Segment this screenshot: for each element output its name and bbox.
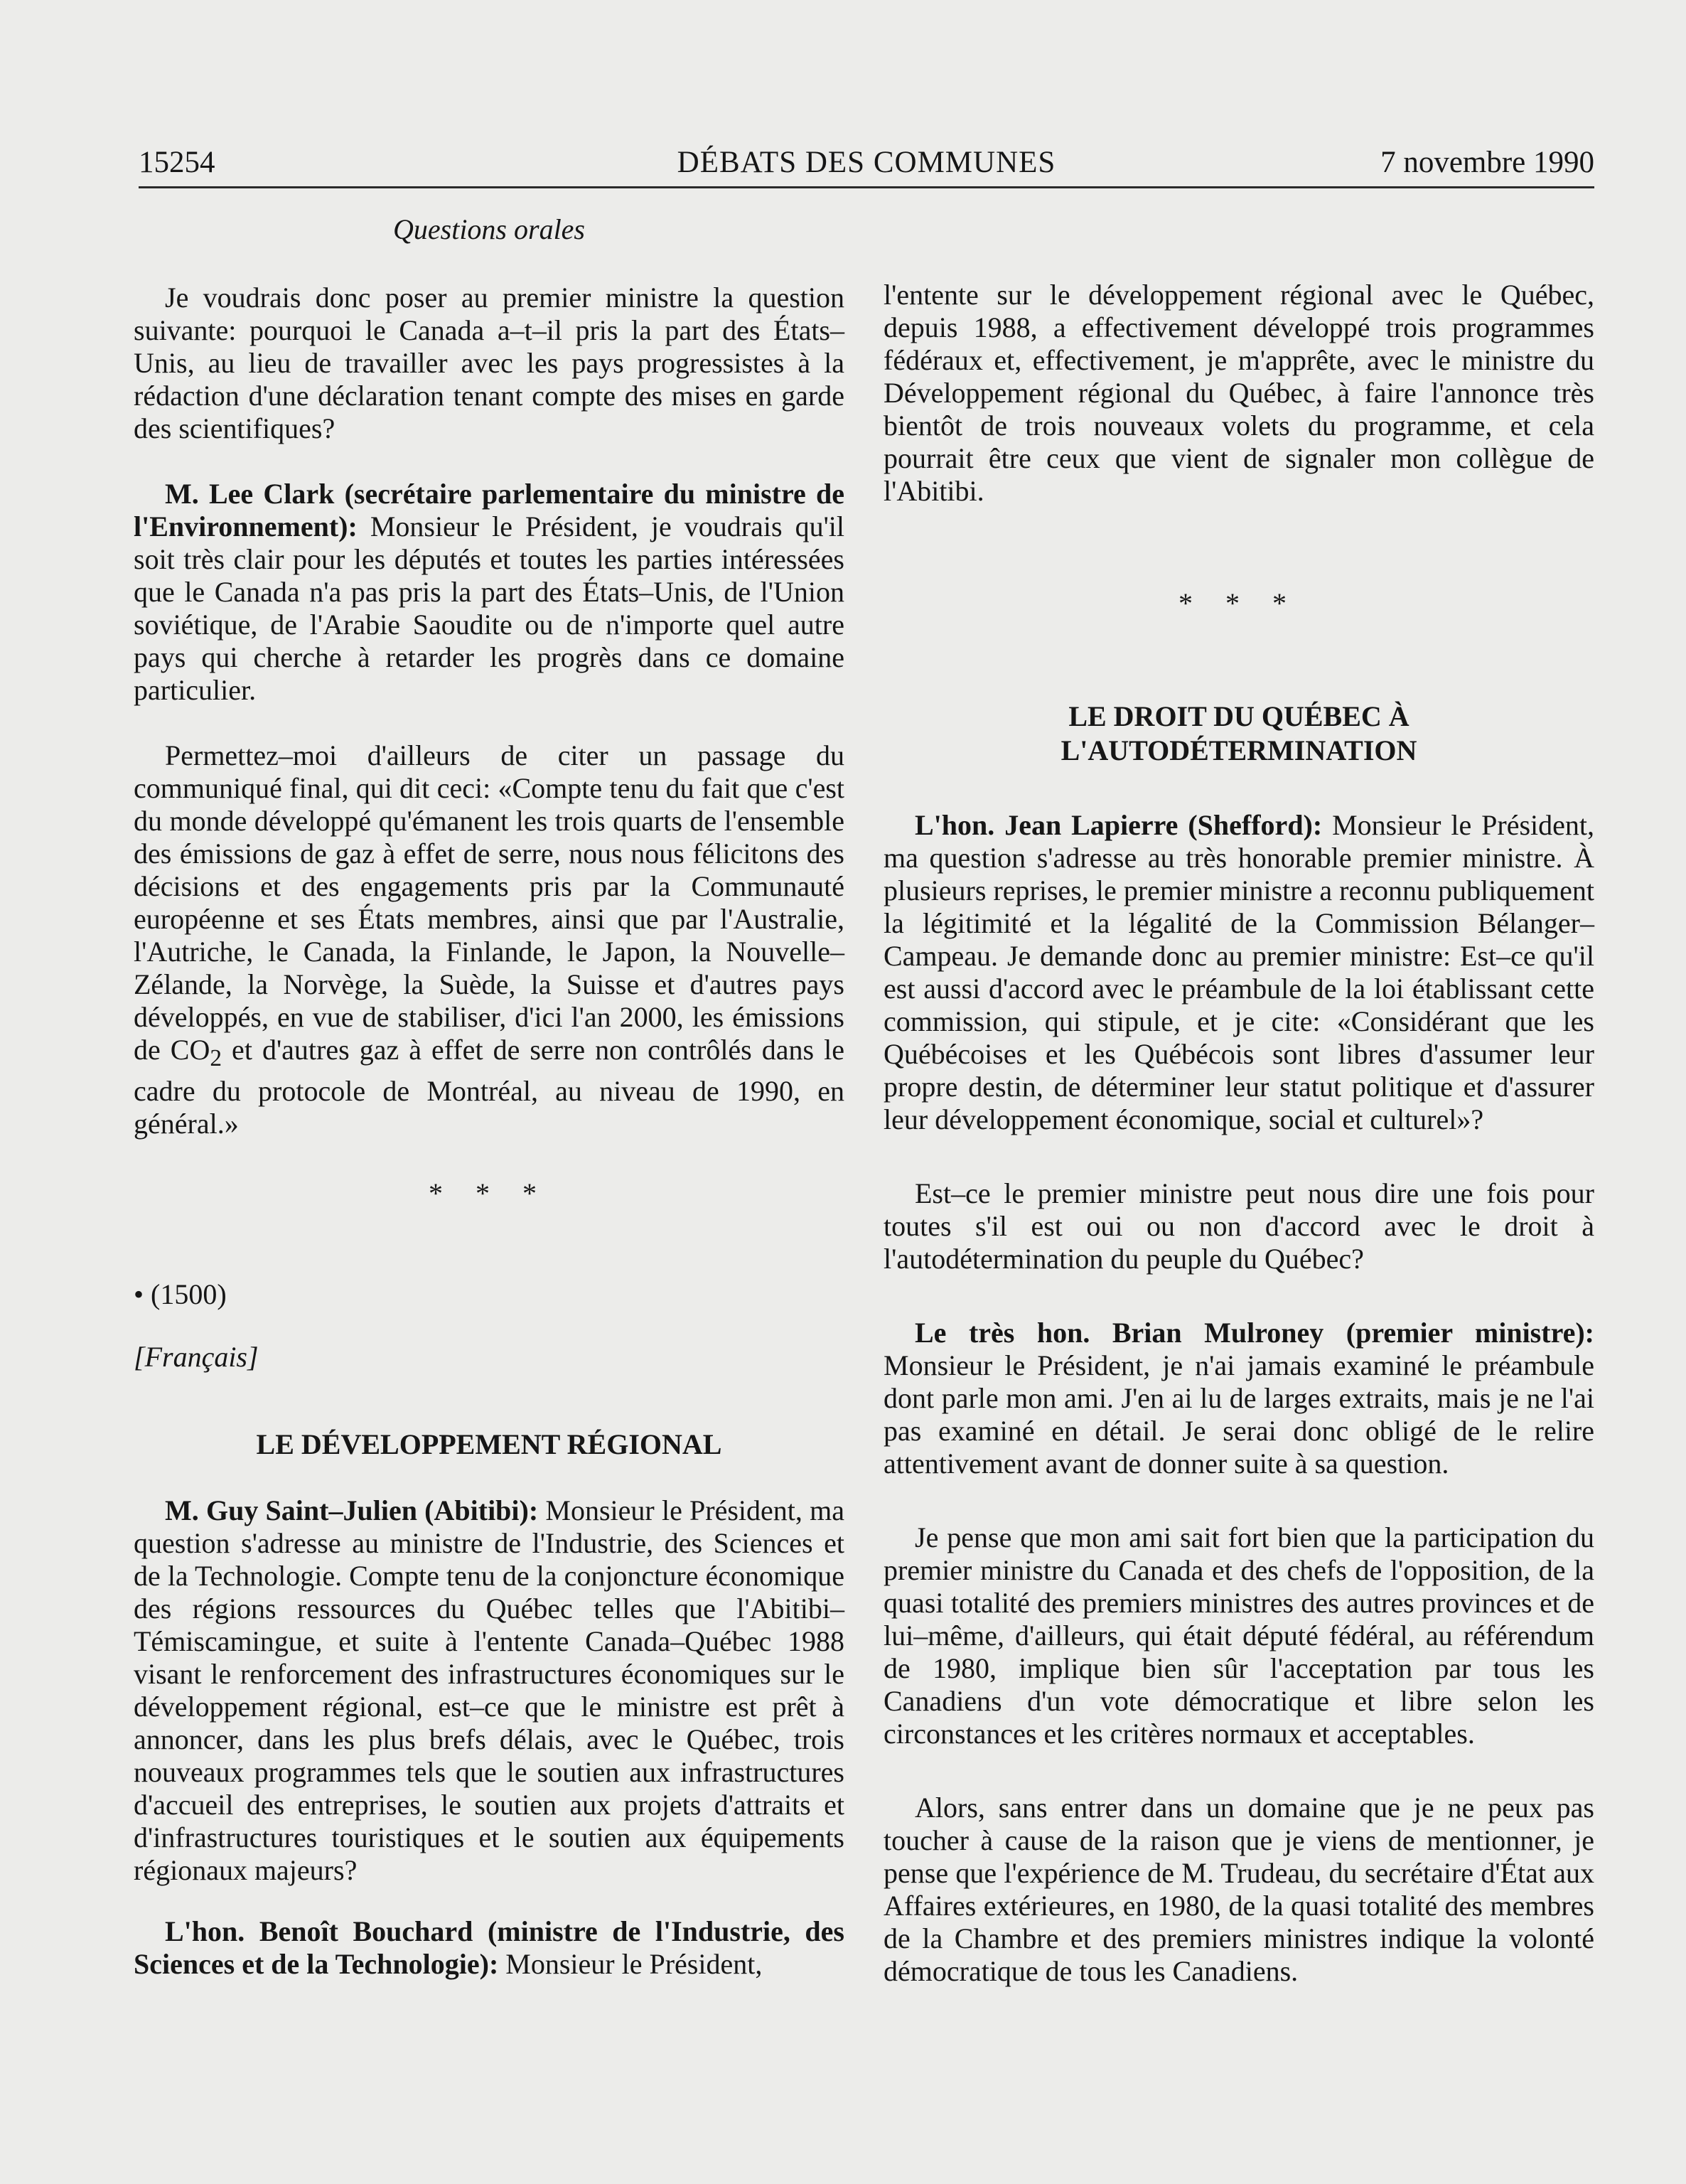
- speaker-name: M. Lee Clark (secrétaire parlementaire du ministre de l'Environnement):: [134, 478, 844, 542]
- left-column: [134, 213, 844, 1981]
- paragraph: Alors, sans entrer dans un domaine que je ne peux pas toucher à cause de la raison que je viens de mentionner, je pense que l'expérience de M. Trudeau, du secrétaire d'État aux Affaires extérieures, en 1980, de la quasi totalité des membres de la Chambre et des premiers ministres indique la volonté démocratique de tous les Canadiens.: [884, 1792, 1594, 1987]
- speaker-name: M. Guy Saint–Julien (Abitibi):: [165, 1494, 539, 1526]
- page-header: [139, 142, 1594, 188]
- paragraph: Est–ce le premier ministre peut nous dire une fois pour toutes s'il est oui ou non d'accord avec le droit à l'autodétermination du peuple du Québec?: [884, 1177, 1594, 1275]
- timestamp: • (1500): [134, 1278, 227, 1310]
- paragraph: [134, 1915, 844, 1981]
- page-number: 15254: [139, 146, 215, 179]
- section-separator: * * *: [429, 1177, 549, 1209]
- speaker-name: L'hon. Jean Lapierre (Shefford):: [915, 809, 1323, 841]
- paragraph: l'entente sur le développement régional avec le Québec, depuis 1988, a effectivement développé trois programmes fédéraux et, effectivement, je m'apprête, avec le ministre du Développement régional du Québec, à faire l'annonce très bientôt de trois nouveaux volets du programme, et cela pourrait être ceux que vient de signaler mon collègue de l'Abitibi.: [884, 279, 1594, 507]
- subscript: 2: [210, 1045, 222, 1071]
- speech-text: Monsieur le Président, ma question s'adresse au très honorable premier ministre. À plusieurs reprises, le premier ministre a reconnu publiquement la légitimité et la légalité de la Commission Bélanger–Campeau. Je demande donc au premier ministre: Est–ce qu'il est aussi d'accord avec le préambule de la loi établissant cette commission, qui stipule, et je cite: «Considérant que les Québécoises et les Québécois sont libres d'assumer leur propre destin, de déterminer leur statut politique et d'assurer leur développement économique, social et culturel»?: [884, 809, 1594, 1135]
- paragraph: [134, 1494, 844, 1887]
- speaker-name: L'hon. Benoît Bouchard (ministre de l'Industrie, des Sciences et de la Technologie):: [134, 1915, 844, 1980]
- speech-text: Monsieur le Président, je n'ai jamais examiné le préambule dont parle mon ami. J'en ai lu de larges extraits, mais je ne l'ai pas examiné en détail. Je serai donc obligé de le relire attentivement avant de donner suite à sa question.: [884, 1349, 1594, 1479]
- speech-text: Monsieur le Président, ma question s'adresse au ministre de l'Industrie, des Sciences et de la Technologie. Compte tenu de la conjoncture économique des régions ressources du Québec telles que l'Abitibi–Témiscamingue, et suite à l'entente Canada–Québec 1988 visant le renforcement des infrastructures économiques sur le développement régional, est–ce que le ministre est prêt à annoncer, dans les plus brefs délais, avec le Québec, trois nouveaux programmes tels que le soutien aux infrastructures d'accueil des entreprises, le soutien aux projets d'attraits et d'infrastructures touristiques et le soutien aux équipements régionaux majeurs?: [134, 1494, 845, 1886]
- running-head: Questions orales: [393, 213, 585, 245]
- speech-text: Monsieur le Président, je voudrais qu'il soit très clair pour les députés et toutes les parties intéressées que le Canada n'a pas pris la part des États–Unis, de l'Union soviétique, de l'Arabie Saoudite ou de n'importe quel autre pays qui cherche à retarder les progrès dans ce domaine particulier.: [134, 510, 844, 706]
- language-marker: [Français]: [134, 1341, 259, 1373]
- section-separator: * * *: [1178, 587, 1299, 619]
- heading-line: L'AUTODÉTERMINATION: [1061, 734, 1417, 766]
- paragraph: Je pense que mon ami sait fort bien que la participation du premier ministre du Canada et des chefs de l'opposition, de la quasi totalité des premiers ministres des autres provinces et de lui–même, d'ailleurs, qui était député fédéral, au référendum de 1980, implique bien sûr l'acceptation par tous les Canadiens d'un vote démocratique et libre selon les circonstances et les critères normaux et acceptables.: [884, 1521, 1594, 1750]
- paragraph: [884, 1317, 1594, 1480]
- quote-text: et d'autres gaz à effet de serre non contrôlés dans le cadre du protocole de Montréal, au niveau de 1990, en général.»: [134, 1034, 844, 1140]
- paragraph: [134, 739, 844, 1140]
- section-heading: [884, 700, 1594, 768]
- journal-title: DÉBATS DES COMMUNES: [677, 146, 1056, 179]
- paragraph: Je voudrais donc poser au premier ministre la question suivante: pourquoi le Canada a–t–il pris la part des États–Unis, au lieu de travailler avec les pays progressistes à la rédaction d'une déclaration tenant compte des mises en garde des scientifiques?: [134, 282, 844, 444]
- paragraph: [134, 478, 844, 707]
- header-date: 7 novembre 1990: [1380, 146, 1594, 179]
- heading-line: LE DROIT DU QUÉBEC À: [1068, 700, 1410, 732]
- quote-text: Permettez–moi d'ailleurs de citer un passage du communiqué final, qui dit ceci: «Compte tenu du fait que c'est du monde développé qu'émanent les trois quarts de l'ensemble des émissions de gaz à effet de serre, nous nous félicitons des décisions et des engagements pris par la Communauté européenne et ses États membres, ainsi que par l'Australie, l'Autriche, le Canada, la Finlande, le Japon, la Nouvelle–Zélande, la Norvège, la Suède, la Suisse et d'autres pays développés, en vue de stabiliser, d'ici l'an 2000, les émissions de CO: [134, 739, 844, 1066]
- paragraph: [884, 809, 1594, 1136]
- right-column: [884, 279, 1594, 1988]
- section-heading: LE DÉVELOPPEMENT RÉGIONAL: [256, 1428, 722, 1460]
- speaker-name: Le très hon. Brian Mulroney (premier ministre):: [915, 1317, 1594, 1349]
- speech-text: Monsieur le Président,: [498, 1948, 763, 1980]
